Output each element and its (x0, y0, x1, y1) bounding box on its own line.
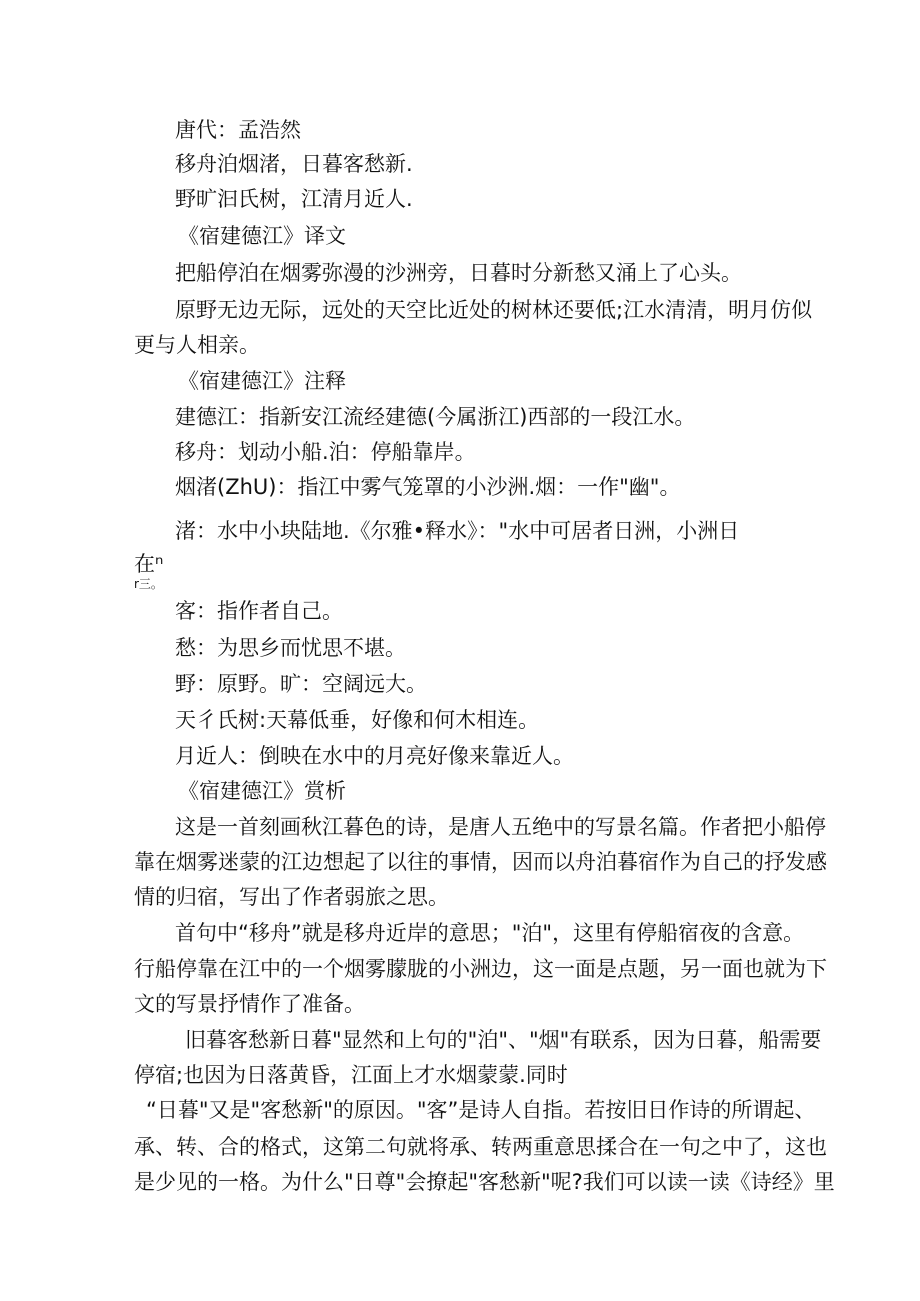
note-zhu-line-3: r三。 (134, 577, 163, 591)
poem-line-1: 移舟泊烟渚，日暮客愁新. (175, 152, 413, 176)
analysis-p2-line-3: 文的写景抒情作了准备。 (134, 992, 365, 1016)
note-chou: 愁：为思乡而忧思不堪。 (175, 636, 406, 660)
translation-heading: 《宿建德江》译文 (178, 224, 346, 248)
translation-paragraph-1: 把船停泊在烟雾弥漫的沙洲旁，日暮时分新愁又涌上了心头。 (175, 261, 742, 285)
notes-heading: 《宿建德江》注释 (178, 369, 346, 393)
note-yizhou: 移舟：划动小船.泊：停船靠岸。 (175, 440, 476, 464)
analysis-p2-line-1: 首句中“移舟”就是移舟近岸的意思；"泊"，这里有停船宿夜的含意。 (175, 921, 805, 945)
translation-paragraph-2-line-1: 原野无边无际，远处的天空比近处的树林还要低;江水清清，明月仿似 (175, 298, 813, 322)
analysis-p1-line-2: 靠在烟雾迷蒙的江边想起了以往的事情，因而以舟泊暮宿作为自己的抒发感 (134, 850, 827, 874)
author-line: 唐代：孟浩然 (175, 118, 301, 142)
analysis-heading: 《宿建德江》赏析 (178, 779, 346, 803)
note-ye-kuang: 野：原野。旷：空阔远大。 (175, 672, 427, 696)
analysis-p1-line-1: 这是一首刻画秋江暮色的诗，是唐人五绝中的写景名篇。作者把小船停 (175, 815, 826, 839)
translation-paragraph-2-line-2: 更与人相亲。 (134, 333, 260, 357)
note-zhu-line-1: 渚：水中小块陆地.《尔雅•释水》："水中可居者日洲，小洲日 (175, 519, 740, 543)
analysis-p1-line-3: 情的归宿，写出了作者弱旅之思。 (134, 885, 449, 909)
analysis-p3-line-1: 旧暮客愁新日暮"显然和上句的"泊"、"烟"有联系，因为日暮，船需要 (185, 1028, 822, 1052)
analysis-p4-line-1: “日暮"又是"客愁新"的原因。"客”是诗人自指。若按旧日作诗的所谓起、 (146, 1098, 816, 1122)
analysis-p2-line-2: 行船停靠在江中的一个烟雾朦胧的小洲边，这一面是点题，另一面也就为下 (134, 957, 827, 981)
analysis-p4-line-3: 是少见的一格。为什么"日尊"会撩起"客愁新"呢?我们可以读一读《诗经》里 (134, 1170, 835, 1194)
note-yue-jin-ren: 月近人：倒映在水中的月亮好像来靠近人。 (175, 744, 574, 768)
analysis-p3-line-2: 停宿;也因为日落黄昏，江面上才水烟蒙蒙.同时 (134, 1063, 568, 1087)
poem-line-2: 野旷汩氏树，江清月近人. (175, 187, 413, 211)
note-tian-di-shu: 天彳氏树:天幕低垂，好像和何木相连。 (175, 708, 540, 732)
note-jiandejiang: 建德江：指新安江流经建德(今属浙江)西部的一段江水。 (175, 405, 696, 429)
note-yanzhu: 烟渚(ZhU)：指江中雾气笼罩的小沙洲.烟：一作"幽"。 (175, 475, 681, 499)
note-ke: 客：指作者自己。 (175, 599, 343, 623)
analysis-p4-line-2: 承、转、合的格式，这第二句就将承、转两重意思揉合在一句之中了，这也 (134, 1135, 827, 1159)
note-zhu-line-2: 在ⁿ (134, 552, 164, 576)
